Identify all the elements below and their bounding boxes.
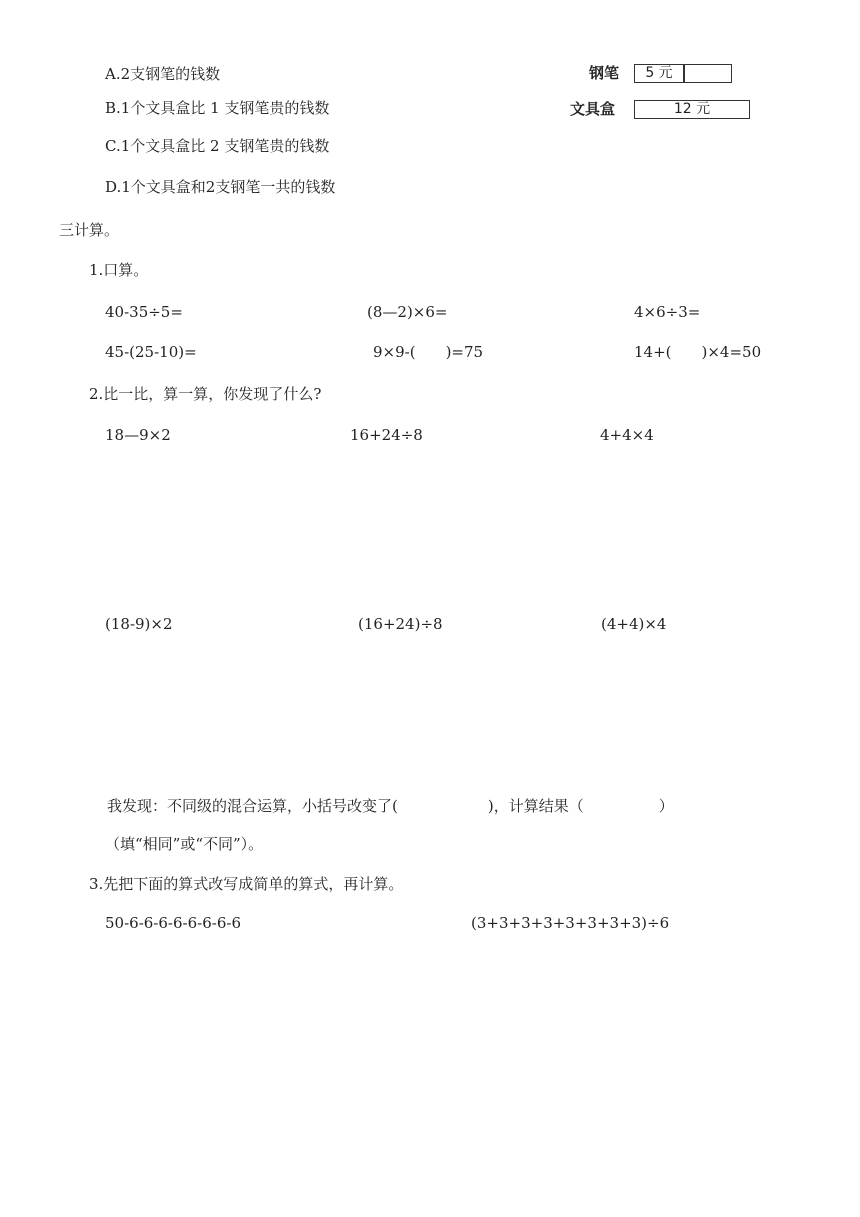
q2-discovery: 我发现：不同级的混合运算，小括号改变了( )，计算结果（ ）: [107, 797, 674, 815]
q1-item: 45-(25-10)=: [105, 343, 197, 361]
q3-expression: (3+3+3+3+3+3+3+3)÷6: [471, 914, 670, 932]
choice-c: C.1个文具盒比 2 支钢笔贵的钱数: [105, 137, 330, 155]
choice-d: D.1个文具盒和2支钢笔一共的钱数: [105, 178, 336, 196]
q2-expression: (4+4)×4: [601, 615, 667, 633]
q1-item: 40-35÷5=: [105, 303, 183, 321]
q1-item: 4×6÷3=: [634, 303, 701, 321]
section-title: 三计算。: [59, 221, 120, 239]
q3-title: 3.先把下面的算式改写成简单的算式，再计算。: [89, 875, 404, 893]
pen-bar-divider: [683, 65, 685, 82]
choice-b: B.1个文具盒比 1 支钢笔贵的钱数: [105, 99, 330, 117]
q2-title: 2.比一比，算一算，你发现了什么?: [89, 385, 322, 403]
box-bar: [634, 100, 750, 119]
pen-value: 5 元: [645, 65, 673, 81]
q2-expression: (18-9)×2: [105, 615, 173, 633]
q1-item: (8—2)×6=: [367, 303, 448, 321]
q2-expression: 4+4×4: [600, 426, 654, 444]
q3-expression: 50-6-6-6-6-6-6-6-6: [105, 914, 241, 932]
box-label: 文具盒: [570, 100, 616, 118]
q2-discovery-hint: （填“相同”或“不同”）。: [105, 835, 264, 853]
pen-bar: [634, 64, 732, 83]
q2-expression: (16+24)÷8: [358, 615, 443, 633]
choice-a: A.2支钢笔的钱数: [105, 65, 221, 83]
q1-item: 14+( )×4=50: [634, 343, 762, 361]
box-value: 12 元: [673, 101, 711, 117]
pen-label: 钢笔: [589, 64, 620, 82]
q2-expression: 18—9×2: [105, 426, 171, 444]
q1-title: 1.口算。: [89, 261, 149, 279]
q1-item: 9×9-( )=75: [373, 343, 484, 361]
q2-expression: 16+24÷8: [350, 426, 423, 444]
